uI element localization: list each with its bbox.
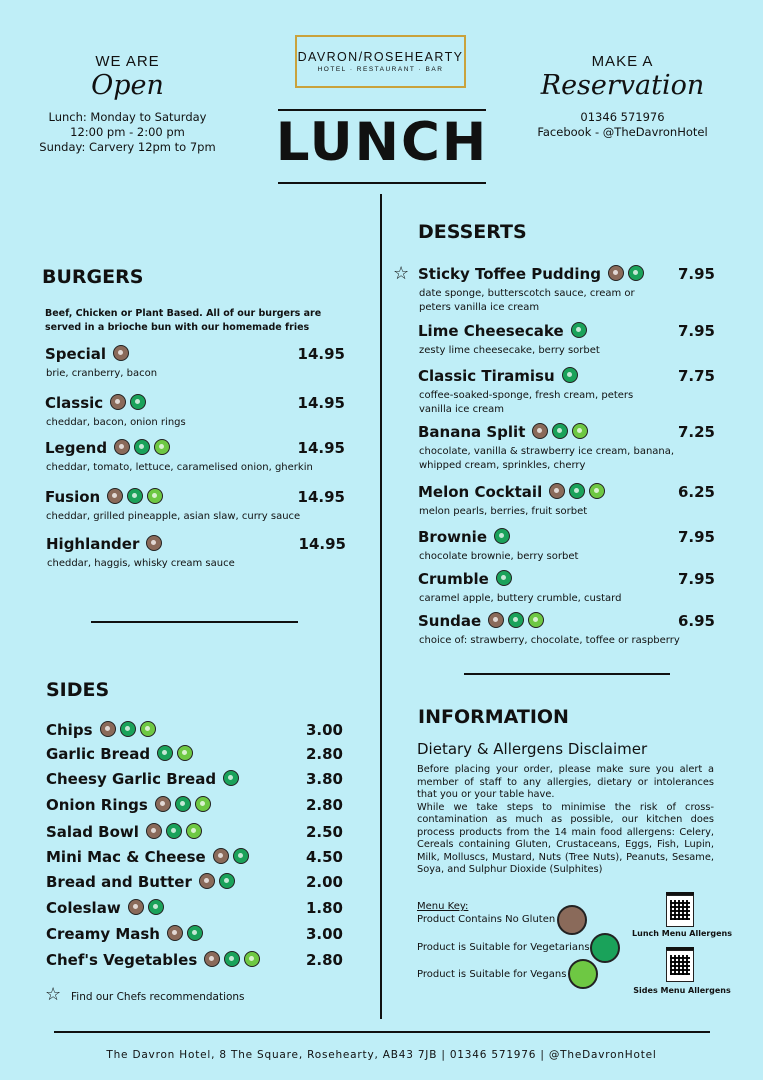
gluten-free-icon [167, 925, 183, 941]
item-description: cheddar, grilled pineapple, asian slaw, curry sauce [46, 511, 301, 522]
vegan-icon [195, 796, 211, 812]
item-title: Garlic Bread [46, 745, 151, 763]
gluten-free-icon [488, 612, 504, 628]
menu-item-name [45, 439, 170, 457]
item-title: Sundae [418, 612, 482, 630]
vegan-icon [154, 439, 170, 455]
item-price: 6.25 [677, 483, 715, 501]
vegetarian-icon [127, 488, 143, 504]
menu-item-name [46, 770, 239, 788]
menu-item-name [46, 925, 203, 943]
vegetarian-icon [571, 322, 587, 338]
vegetarian-icon [508, 612, 524, 628]
diet-badges [146, 535, 162, 551]
diet-badges [199, 873, 235, 889]
gluten-free-icon [128, 899, 144, 915]
diet-badges [608, 265, 644, 281]
information-heading: INFORMATION [418, 706, 569, 728]
gluten-free-icon [549, 483, 565, 499]
reservation-label: MAKE A [591, 53, 654, 70]
vegan-icon [186, 823, 202, 839]
item-description: coffee-soaked-sponge, fresh cream, peters vanilla ice cream [419, 390, 634, 415]
item-title: Special [45, 345, 107, 363]
hotel-logo [295, 35, 466, 88]
vegan-icon [147, 488, 163, 504]
desserts-heading: DESSERTS [418, 221, 527, 243]
vegan-icon [572, 423, 588, 439]
vegetarian-icon [130, 394, 146, 410]
vegetarian-icon [148, 899, 164, 915]
menu-key-title: Menu Key: [417, 901, 469, 912]
vegetarian-icon [219, 873, 235, 889]
item-price: 14.95 [297, 345, 345, 363]
qr-code-lunch[interactable] [666, 892, 694, 927]
vegetarian-icon [120, 721, 136, 737]
menu-item-name [418, 528, 510, 546]
diet-badges [113, 345, 129, 361]
diet-badges [155, 796, 211, 812]
menu-item-name [46, 899, 164, 917]
gluten-free-icon [199, 873, 215, 889]
item-description: cheddar, tomato, lettuce, caramelised onion, gherkin [46, 462, 313, 473]
disclaimer-para: While we take steps to minimise the risk of cross-contamination as much as possible, our kitchen does process products from the 14 main food allergens: Celery, Cereals containing Gluten, Crustaceans, Eggs, Fish, Lupin, Milk, Molluscs, Mustard, Nuts (Tree Nuts), Peanuts, Sesame, Soya, and Sulphur Dioxide (Sulphites) [417, 801, 714, 875]
diet-badges [549, 483, 605, 499]
item-price: 2.80 [305, 951, 343, 969]
item-title: Classic Tiramisu [418, 367, 555, 385]
diet-badges [213, 848, 249, 864]
item-description: chocolate brownie, berry sorbet [419, 551, 579, 562]
menu-item-name [418, 570, 512, 588]
menu-item-name [45, 394, 146, 412]
key-gluten-free-text: Product Contains No Gluten [417, 914, 556, 925]
item-description: cheddar, bacon, onion rings [46, 417, 186, 428]
key-vegan-text: Product is Suitable for Vegans [417, 969, 567, 980]
contact-info [530, 110, 715, 140]
key-vegetarian-text: Product is Suitable for Vegetarians [417, 942, 590, 953]
diet-badges [223, 770, 239, 786]
item-price: 2.80 [305, 745, 343, 763]
qr-code-sides[interactable] [666, 947, 694, 982]
diet-badges [128, 899, 164, 915]
vegetarian-icon [223, 770, 239, 786]
menu-item-name [418, 265, 644, 283]
gluten-free-icon [100, 721, 116, 737]
item-title: Chef's Vegetables [46, 951, 198, 969]
facebook-handle: Facebook - @TheDavronHotel [537, 125, 708, 139]
vegetarian-icon [496, 570, 512, 586]
burgers-heading: BURGERS [42, 266, 144, 288]
vegetarian-icon [562, 367, 578, 383]
gluten-free-icon [110, 394, 126, 410]
footer-rule [54, 1031, 710, 1033]
vegan-badge-icon [568, 959, 598, 989]
item-description: melon pearls, berries, fruit sorbet [419, 506, 588, 517]
burgers-note: Beef, Chicken or Plant Based. All of our burgers are served in a brioche bun with our homemade fries [45, 308, 322, 333]
item-title: Fusion [45, 488, 101, 506]
gluten-free-icon [213, 848, 229, 864]
disclaimer-para: Before placing your order, please make sure you alert a member of staff to any allergies, dietary or intolerances that you or your table have. [417, 764, 714, 800]
item-description: zesty lime cheesecake, berry sorbet [419, 345, 600, 356]
item-description: chocolate, vanilla & strawberry ice cream, banana, whipped cream, sprinkles, cherry [419, 446, 675, 471]
item-price: 7.95 [677, 528, 715, 546]
vegetarian-icon [494, 528, 510, 544]
gluten-free-icon [146, 823, 162, 839]
gluten-free-icon [113, 345, 129, 361]
item-price: 3.80 [305, 770, 343, 788]
menu-item-name [46, 848, 249, 866]
open-label: WE ARE [95, 53, 160, 70]
vegetarian-icon [233, 848, 249, 864]
menu-item-name [46, 721, 156, 739]
item-price: 1.80 [305, 899, 343, 917]
logo-name: DAVRON/ROSEHEARTY [297, 50, 464, 64]
gluten-free-icon [532, 423, 548, 439]
item-description: choice of: strawberry, chocolate, toffee or raspberry [419, 635, 680, 646]
item-title: Cheesy Garlic Bread [46, 770, 217, 788]
menu-item-name [46, 745, 193, 763]
item-title: Lime Cheesecake [418, 322, 564, 340]
item-description: caramel apple, buttery crumble, custard [419, 593, 622, 604]
star-icon: ☆ [45, 984, 62, 1005]
menu-item-name [45, 488, 163, 506]
vegan-icon [177, 745, 193, 761]
item-title: Coleslaw [46, 899, 121, 917]
vegetarian-icon [569, 483, 585, 499]
item-price: 2.80 [305, 796, 343, 814]
diet-badges [107, 488, 163, 504]
item-title: Salad Bowl [46, 823, 139, 841]
qr-sides-label: Sides Menu Allergens [633, 986, 731, 995]
burgers-divider [91, 621, 298, 623]
item-price: 7.75 [677, 367, 715, 385]
vegetarian-icon [224, 951, 240, 967]
item-description: cheddar, haggis, whisky cream sauce [47, 558, 235, 569]
opening-hours [35, 110, 220, 155]
disclaimer-text [417, 764, 714, 877]
item-price: 14.95 [297, 394, 345, 412]
item-price: 2.50 [305, 823, 343, 841]
vegan-icon [589, 483, 605, 499]
page-title: LUNCH [275, 112, 489, 173]
diet-badges [157, 745, 193, 761]
item-title: Brownie [418, 528, 487, 546]
diet-badges [571, 322, 587, 338]
gluten-free-icon [204, 951, 220, 967]
item-price: 3.00 [305, 721, 343, 739]
gluten-free-icon [155, 796, 171, 812]
sides-heading: SIDES [46, 679, 110, 701]
diet-badges [496, 570, 512, 586]
vegetarian-icon [187, 925, 203, 941]
diet-badges [167, 925, 203, 941]
menu-item-name [418, 483, 605, 501]
item-title: Creamy Mash [46, 925, 160, 943]
vegan-icon [140, 721, 156, 737]
item-title: Highlander [46, 535, 140, 553]
diet-badges [204, 951, 260, 967]
phone-number: 01346 571976 [580, 110, 665, 124]
item-price: 4.50 [305, 848, 343, 866]
hours-line: Lunch: Monday to Saturday [48, 110, 207, 124]
vegetarian-icon [134, 439, 150, 455]
vegan-icon [244, 951, 260, 967]
menu-item-name [418, 322, 587, 340]
column-divider [380, 194, 382, 1019]
item-title: Bread and Butter [46, 873, 192, 891]
logo-subtitle: HOTEL · RESTAURANT · BAR [317, 66, 444, 73]
item-title: Mini Mac & Cheese [46, 848, 206, 866]
desserts-divider [464, 673, 670, 675]
menu-item-name [418, 612, 544, 630]
hours-line: Sunday: Carvery 12pm to 7pm [39, 140, 216, 154]
item-price: 7.95 [677, 570, 715, 588]
item-price: 6.95 [677, 612, 715, 630]
menu-item-name [46, 823, 202, 841]
item-price: 7.25 [677, 423, 715, 441]
menu-item-name [45, 345, 129, 363]
gluten-free-badge-icon [557, 905, 587, 935]
item-title: Melon Cocktail [418, 483, 543, 501]
item-title: Legend [45, 439, 108, 457]
gluten-free-icon [114, 439, 130, 455]
menu-item-name [46, 873, 235, 891]
item-price: 14.95 [297, 488, 345, 506]
menu-item-name [46, 796, 211, 814]
item-price: 3.00 [305, 925, 343, 943]
item-title: Onion Rings [46, 796, 148, 814]
diet-badges [110, 394, 146, 410]
item-price: 14.95 [297, 439, 345, 457]
recommend-note: Find our Chefs recommendations [71, 991, 245, 1003]
diet-badges [114, 439, 170, 455]
vegetarian-icon [157, 745, 173, 761]
item-description: brie, cranberry, bacon [46, 368, 158, 379]
open-script: Open [91, 70, 164, 101]
item-title: Chips [46, 721, 93, 739]
qr-lunch-label: Lunch Menu Allergens [632, 929, 732, 938]
item-price: 7.95 [677, 265, 715, 283]
gluten-free-icon [146, 535, 162, 551]
item-title: Sticky Toffee Pudding [418, 265, 601, 283]
item-price: 7.95 [677, 322, 715, 340]
gluten-free-icon [608, 265, 624, 281]
item-price: 2.00 [305, 873, 343, 891]
reservation-script: Reservation [540, 70, 705, 101]
title-rule-top [278, 109, 486, 111]
vegetarian-icon [628, 265, 644, 281]
vegetarian-icon [166, 823, 182, 839]
item-title: Classic [45, 394, 104, 412]
vegetarian-icon [552, 423, 568, 439]
diet-badges [146, 823, 202, 839]
item-description: date sponge, butterscotch sauce, cream or peters vanilla ice cream [419, 288, 635, 313]
chef-recommendation-star-icon: ☆ [393, 263, 410, 284]
item-title: Crumble [418, 570, 489, 588]
diet-badges [532, 423, 588, 439]
menu-item-name [46, 951, 260, 969]
item-price: 14.95 [298, 535, 346, 553]
hours-line: 12:00 pm - 2:00 pm [70, 125, 185, 139]
gluten-free-icon [107, 488, 123, 504]
menu-item-name [418, 423, 588, 441]
menu-item-name [46, 535, 162, 553]
diet-badges [562, 367, 578, 383]
vegetarian-icon [175, 796, 191, 812]
vegetarian-badge-icon [590, 933, 620, 963]
diet-badges [100, 721, 156, 737]
footer-address: The Davron Hotel, 8 The Square, Rosehearty, AB43 7JB | 01346 571976 | @TheDavronHotel [106, 1049, 657, 1061]
disclaimer-heading: Dietary & Allergens Disclaimer [417, 740, 648, 758]
menu-item-name [418, 367, 578, 385]
item-title: Banana Split [418, 423, 526, 441]
title-rule-bottom [278, 182, 486, 184]
vegan-icon [528, 612, 544, 628]
diet-badges [488, 612, 544, 628]
diet-badges [494, 528, 510, 544]
